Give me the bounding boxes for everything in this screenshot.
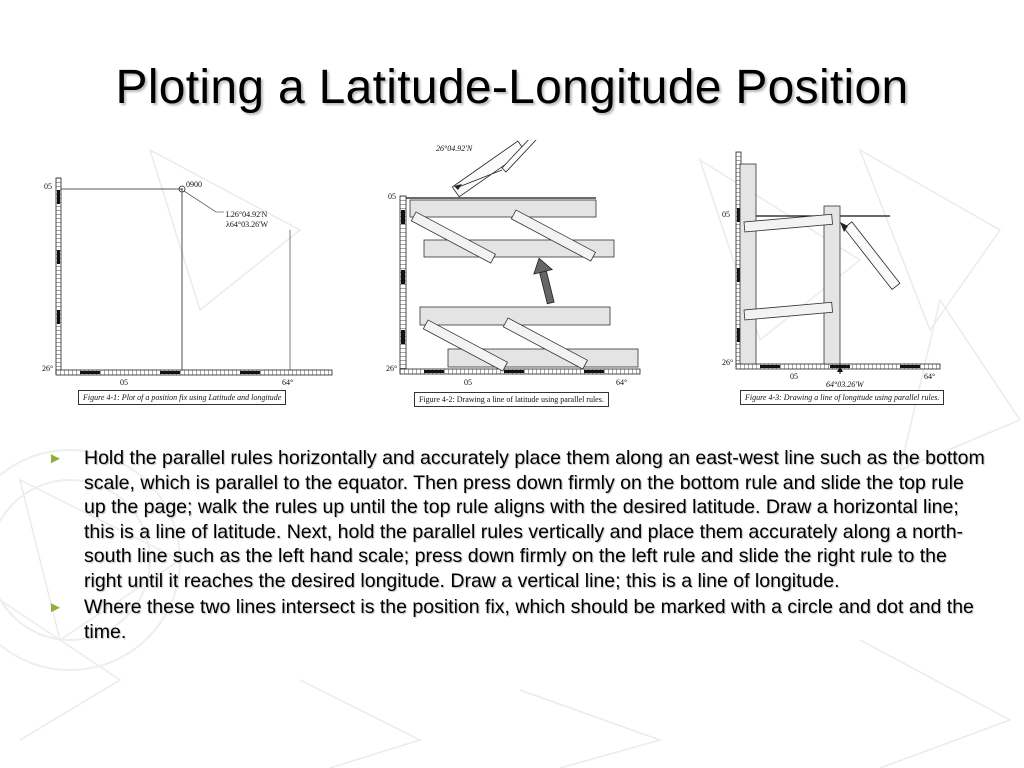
- figure-position-fix: [40, 170, 340, 410]
- fig2-lat-bottom-label: 26°: [386, 364, 398, 373]
- fig1-lon-right-label: 64°: [282, 378, 294, 387]
- figure-2-drawing: [384, 140, 644, 412]
- parallel-rule-top: [410, 200, 596, 217]
- fig3-lat-top-label: 05: [722, 210, 730, 219]
- fig2-caption: Figure 4-2: Drawing a line of latitude using parallel rules.: [414, 392, 609, 407]
- fig2-lat-marker-label: 26°04.92'N: [436, 144, 473, 153]
- slide-title: Ploting a Latitude-Longitude Position: [115, 61, 909, 114]
- fig3-caption: Figure 4-3: Drawing a line of longitude using parallel rules.: [740, 390, 944, 405]
- left-latitude-scale: [56, 178, 61, 374]
- bullet-item: [48, 595, 988, 644]
- fig3-lon-right-label: 64°: [924, 372, 936, 381]
- bullet-arrow-icon: ►: [48, 599, 63, 616]
- fig1-lon-value-label: λ64°03.26'W: [226, 220, 269, 229]
- fig2-lon-right-label: 64°: [616, 378, 628, 387]
- figure-latitude-line: [384, 140, 644, 412]
- figure-longitude-line: [720, 148, 950, 410]
- figure-3-drawing: [720, 148, 950, 410]
- bullet-item: [48, 446, 988, 593]
- fig1-caption: Figure 4-1: Plot of a position fix using Latitude and longitude: [78, 390, 286, 405]
- parallel-rule-left: [740, 164, 756, 364]
- parallel-rule-right: [824, 206, 840, 364]
- bullet-text: Hold the parallel rules horizontally and accurately place them along an east-west line such as the bottom scale, which is parallel to the equator. Then press down firmly on the bottom rule and slide the top rule up the page; walk the rules up until the top rule aligns with the desired latitude. Draw a horizontal line; this is a line of latitude. Next, hold the parallel rules vertically and place them accurately along a north-south line such as the left hand scale; press down firmly on the left rule and slide the right rule to the right until it reaches the desired longitude. Draw a vertical line; this is a line of longitude.: [84, 447, 985, 592]
- bullet-list: [48, 446, 988, 646]
- bullet-text: Where these two lines intersect is the position fix, which should be marked with a circle and dot and the time.: [84, 596, 974, 643]
- bullet-arrow-icon: ►: [48, 450, 63, 467]
- fig3-lon-marker-label: 64°03.26'W: [826, 380, 864, 389]
- fig3-lat-bottom-label: 26°: [722, 358, 734, 367]
- fig1-lon-mid-label: 05: [120, 378, 128, 387]
- fig1-time-label: 0900: [186, 180, 202, 189]
- fig3-lon-mid-label: 05: [790, 372, 798, 381]
- figure-1-drawing: [40, 170, 340, 410]
- fig1-lat-value-label: L26°04.92'N: [226, 210, 268, 219]
- slide-up-arrow: [530, 256, 560, 305]
- fig2-lat-top-label: 05: [388, 192, 396, 201]
- fig1-lat-top-label: 05: [44, 182, 52, 191]
- fig2-lon-mid-label: 05: [464, 378, 472, 387]
- fig1-lat-bottom-label: 26°: [42, 364, 54, 373]
